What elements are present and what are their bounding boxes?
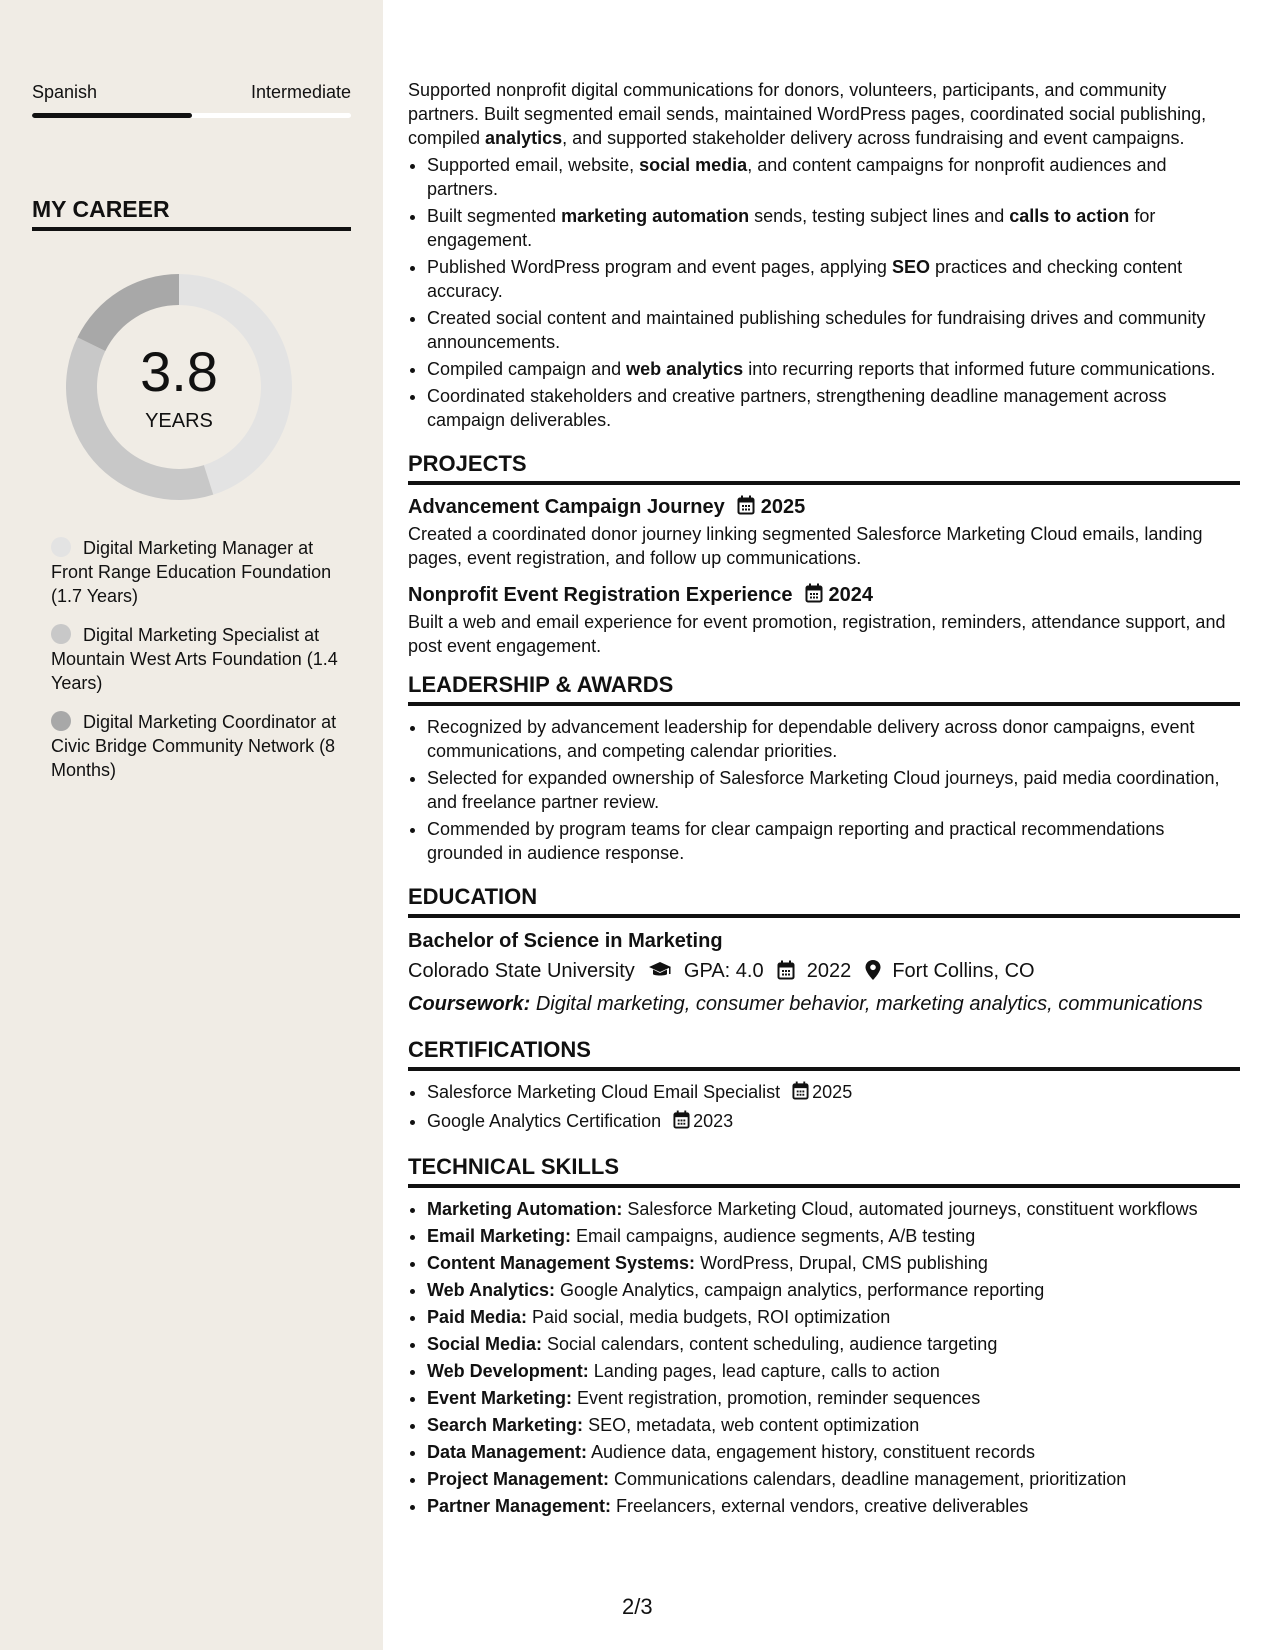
skill-item xyxy=(427,1494,1240,1518)
language-level: Intermediate xyxy=(250,82,351,102)
main-content xyxy=(408,78,1240,1521)
career-legend-dot xyxy=(51,711,71,731)
skill-item xyxy=(427,1197,1240,1221)
text-run: , and supported stakeholder delivery across fundraising and event campaigns. xyxy=(562,128,1185,148)
leadership-item: • Recognized by advancement leadership for dependable delivery across donor campaigns, event communications, and competing calendar priorities. xyxy=(427,715,1240,763)
text-run: Published WordPress program and event pages, applying xyxy=(427,257,892,277)
coursework-text: Digital marketing, consumer behavior, marketing analytics, communications xyxy=(535,993,1203,1015)
experience-bullet xyxy=(427,255,1240,303)
location-pin-icon xyxy=(865,958,881,990)
skill-value: Freelancers, external vendors, creative deliverables xyxy=(611,1496,1029,1516)
skill-label: Social Media: xyxy=(427,1334,543,1354)
skill-item xyxy=(427,1332,1240,1356)
certification-year: 2023 xyxy=(693,1111,734,1131)
calendar-icon xyxy=(805,583,823,610)
experience-bullet xyxy=(427,153,1240,201)
leadership-title: LEADERSHIP & AWARDS xyxy=(408,672,1240,706)
education-gpa: GPA: 4.0 xyxy=(683,960,764,982)
project-year: 2025 xyxy=(760,496,806,518)
skill-value: Landing pages, lead capture, calls to action xyxy=(588,1361,940,1381)
skill-item xyxy=(427,1386,1240,1410)
experience-bullet xyxy=(427,306,1240,354)
skill-item xyxy=(427,1359,1240,1383)
project-year: 2024 xyxy=(828,584,874,606)
skill-value: Event registration, promotion, reminder sequences xyxy=(572,1388,981,1408)
skill-item xyxy=(427,1413,1240,1437)
leadership-list xyxy=(408,715,1240,865)
language-proficiency-fill xyxy=(32,113,192,118)
project-name: Advancement Campaign Journey xyxy=(408,496,725,518)
calendar-icon xyxy=(792,1081,809,1106)
certification-item xyxy=(427,1080,1240,1106)
career-item xyxy=(51,536,341,608)
skill-value: Communications calendars, deadline management, prioritization xyxy=(609,1469,1127,1489)
leadership-item: • Commended by program teams for clear campaign reporting and practical recommendations grounded in audience response. xyxy=(427,817,1240,865)
projects-title: PROJECTS xyxy=(408,451,1240,485)
leadership-item: • Selected for expanded ownership of Salesforce Marketing Cloud journeys, paid media coordination, and freelance partner review. xyxy=(427,766,1240,814)
skill-item xyxy=(427,1305,1240,1329)
career-item xyxy=(51,710,341,782)
text-run: , and content campaigns for nonprofit audiences and partners. xyxy=(427,155,1167,199)
skill-value: Audience data, engagement history, constituent records xyxy=(587,1442,1035,1462)
text-run: sends, testing subject lines and xyxy=(749,206,1010,226)
career-list xyxy=(51,536,341,797)
skill-label: Email Marketing: xyxy=(427,1226,572,1246)
skill-value: Email campaigns, audience segments, A/B testing xyxy=(571,1226,976,1246)
experience-bullet xyxy=(427,204,1240,252)
education-coursework xyxy=(408,990,1240,1018)
page-number: 2/3 xyxy=(622,1594,653,1619)
skill-label: Web Development: xyxy=(427,1361,589,1381)
career-item xyxy=(51,623,341,695)
career-legend-dot xyxy=(51,537,71,557)
education-title: EDUCATION xyxy=(408,884,1240,918)
career-donut-label xyxy=(66,274,292,500)
skill-label: Event Marketing: xyxy=(427,1388,573,1408)
career-legend-dot xyxy=(51,624,71,644)
skill-label: Content Management Systems: xyxy=(427,1253,696,1273)
project-description: Created a coordinated donor journey linking segmented Salesforce Marketing Cloud emails, landing pages, event registration, and follow up communications. xyxy=(408,524,1203,568)
certification-item xyxy=(427,1109,1240,1135)
skill-value: Paid social, media budgets, ROI optimization xyxy=(527,1307,891,1327)
skills-title: TECHNICAL SKILLS xyxy=(408,1154,1240,1188)
keyword: marketing automation xyxy=(561,206,750,226)
skill-value: Social calendars, content scheduling, audience targeting xyxy=(542,1334,998,1354)
skill-value: SEO, metadata, web content optimization xyxy=(583,1415,920,1435)
skill-value: Google Analytics, campaign analytics, performance reporting xyxy=(555,1280,1045,1300)
calendar-icon xyxy=(777,958,795,990)
text-run: Supported nonprofit digital communications for donors, volunteers, participants, and community partners. Built segmented email sends, maintained WordPress pages, coordinated social publishing, compiled xyxy=(408,80,1207,148)
education-degree: Bachelor of Science in Marketing xyxy=(408,930,723,952)
skills-list xyxy=(408,1197,1240,1518)
experience-bullet xyxy=(427,384,1240,432)
skill-label: Web Analytics: xyxy=(427,1280,556,1300)
skill-item xyxy=(427,1278,1240,1302)
keyword: social media xyxy=(639,155,748,175)
project-name: Nonprofit Event Registration Experience xyxy=(408,584,793,606)
skill-item xyxy=(427,1251,1240,1275)
keyword: calls to action xyxy=(1009,206,1130,226)
skill-label: Data Management: xyxy=(427,1442,588,1462)
skill-value: WordPress, Drupal, CMS publishing xyxy=(695,1253,988,1273)
text-run: Coordinated stakeholders and creative partners, strengthening deadline management across campaign deliverables. xyxy=(427,386,1167,430)
career-total-number: 3.8 xyxy=(140,340,218,403)
text-run: Created social content and maintained publishing schedules for fundraising drives and community announcements. xyxy=(427,308,1206,352)
language-row xyxy=(32,82,351,103)
text-run: for engagement. xyxy=(427,206,1156,250)
text-run: into recurring reports that informed future communications. xyxy=(743,359,1216,379)
text-run: Supported email, website, xyxy=(427,155,640,175)
experience-bullet xyxy=(427,357,1240,381)
experience-summary xyxy=(408,78,1240,150)
skill-label: Project Management: xyxy=(427,1469,610,1489)
certifications-list xyxy=(408,1080,1240,1135)
projects-list xyxy=(408,494,1240,658)
skill-label: Marketing Automation: xyxy=(427,1199,623,1219)
certification-year: 2025 xyxy=(812,1082,853,1102)
coursework-label: Coursework: xyxy=(408,993,531,1015)
skill-item xyxy=(427,1440,1240,1464)
project-title xyxy=(408,494,1240,522)
skill-label: Paid Media: xyxy=(427,1307,528,1327)
skill-value: Salesforce Marketing Cloud, automated journeys, constituent workflows xyxy=(622,1199,1198,1219)
keyword: web analytics xyxy=(626,359,744,379)
language-proficiency-bar xyxy=(32,113,351,118)
career-item-text: Digital Marketing Specialist at Mountain West Arts Foundation (1.4 Years) xyxy=(51,625,338,693)
career-section-title: MY CAREER xyxy=(32,196,351,231)
project-description: Built a web and email experience for event promotion, registration, reminders, attendance support, and post event engagement. xyxy=(408,612,1226,656)
education-school: Colorado State University xyxy=(408,960,635,982)
text-run: practices and checking content accuracy. xyxy=(427,257,1183,301)
graduation-cap-icon xyxy=(648,958,672,990)
keyword: analytics xyxy=(485,128,563,148)
education-details xyxy=(408,955,1240,990)
education-location: Fort Collins, CO xyxy=(892,960,1035,982)
certification-name: Google Analytics Certification xyxy=(427,1111,662,1131)
skill-label: Partner Management: xyxy=(427,1496,612,1516)
sidebar xyxy=(0,0,383,1650)
career-item-text: Digital Marketing Manager at Front Range Education Foundation (1.7 Years) xyxy=(51,538,332,606)
text-run: Compiled campaign and xyxy=(427,359,627,379)
experience-bullets xyxy=(408,153,1240,432)
certification-name: Salesforce Marketing Cloud Email Specialist xyxy=(427,1082,781,1102)
keyword: SEO xyxy=(891,257,930,277)
calendar-icon xyxy=(737,495,755,522)
skill-label: Search Marketing: xyxy=(427,1415,584,1435)
career-total-unit: YEARS xyxy=(145,410,213,432)
project-title xyxy=(408,582,1240,610)
career-item-text: Digital Marketing Coordinator at Civic Bridge Community Network (8 Months) xyxy=(51,712,337,780)
education-year: 2022 xyxy=(806,960,852,982)
language-name: Spanish xyxy=(32,82,98,102)
calendar-icon xyxy=(673,1110,690,1135)
skill-item xyxy=(427,1467,1240,1491)
certifications-title: CERTIFICATIONS xyxy=(408,1037,1240,1071)
text-run: Built segmented xyxy=(427,206,562,226)
skill-item xyxy=(427,1224,1240,1248)
